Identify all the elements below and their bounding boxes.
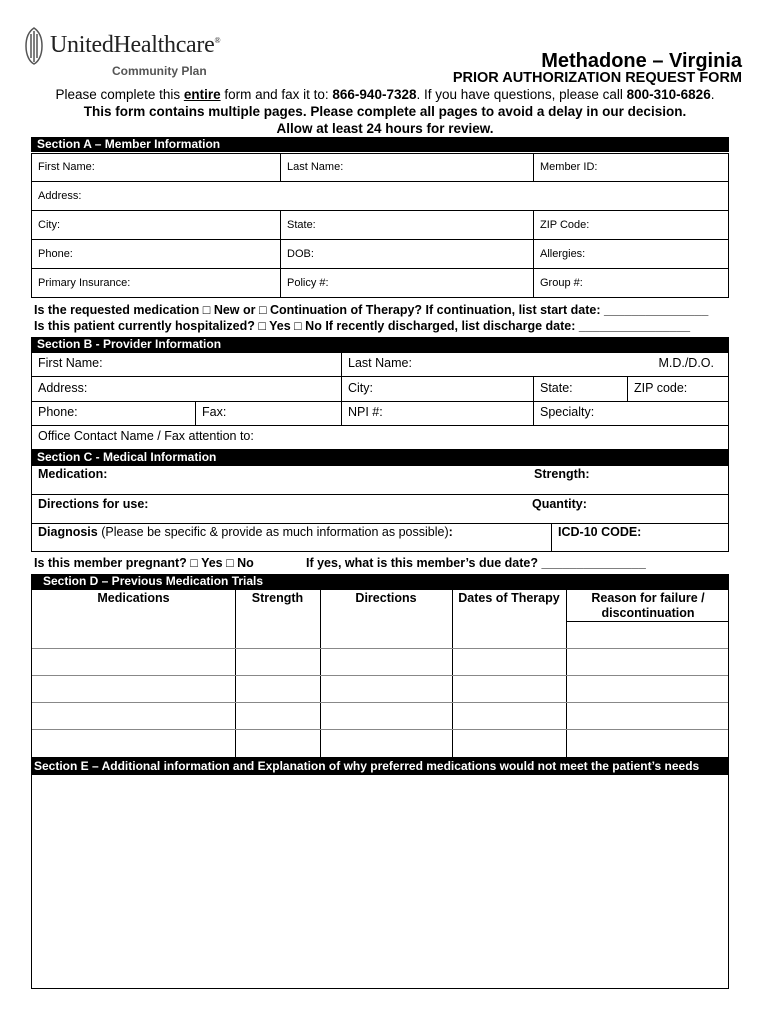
brand-subtitle: Community Plan	[112, 64, 207, 78]
provider-state-field[interactable]: State:	[533, 376, 628, 402]
pregnant-question[interactable]: Is this member pregnant? □ Yes □ No	[34, 556, 254, 570]
column-divider	[452, 590, 453, 758]
section-b-header: Section B - Provider Information	[31, 337, 729, 352]
primary-insurance-field[interactable]: Primary Insurance:	[31, 268, 281, 298]
row-divider	[32, 675, 728, 676]
member-last-name-field[interactable]: Last Name:	[280, 153, 534, 182]
section-d-header: Section D – Previous Medication Trials	[31, 574, 729, 589]
column-header-medications: Medications	[97, 591, 170, 605]
strength-label: Strength:	[534, 467, 590, 481]
provider-last-name-field[interactable]: Last Name: M.D./D.O.	[341, 352, 729, 377]
multiple-pages-notice: This form contains multiple pages. Please complete all pages to avoid a delay in our decision.	[83, 104, 687, 119]
member-id-field[interactable]: Member ID:	[533, 153, 729, 182]
provider-first-name-field[interactable]: First Name:	[31, 352, 342, 377]
diagnosis-field[interactable]: Diagnosis (Please be specific & provide as much information as possible):	[31, 523, 552, 552]
form-title: Methadone – Virginia	[541, 50, 742, 72]
section-a-header: Section A – Member Information	[31, 137, 729, 152]
md-do-label: M.D./D.O.	[658, 356, 714, 370]
column-header-dates: Dates of Therapy	[458, 591, 560, 605]
member-allergies-field[interactable]: Allergies:	[533, 239, 729, 269]
member-zip-field[interactable]: ZIP Code:	[533, 210, 729, 240]
hospitalized-question[interactable]: Is this patient currently hospitalized? □ Yes □ No If recently discharged, list discharge date: ________________	[34, 319, 691, 333]
section-e-header: Section E – Additional information and Explanation of why preferred medications would not meet the patient’s needs	[31, 758, 729, 775]
provider-zip-field[interactable]: ZIP code:	[627, 376, 729, 402]
additional-information-area[interactable]	[31, 775, 729, 989]
medication-status-question[interactable]: Is the requested medication □ New or □ Continuation of Therapy? If continuation, list start date: _______________	[34, 303, 709, 317]
row-divider	[32, 702, 728, 703]
row-divider	[32, 648, 728, 649]
column-divider	[320, 590, 321, 758]
member-dob-field[interactable]: DOB:	[280, 239, 534, 269]
section-c-header: Section C - Medical Information	[31, 450, 729, 465]
column-divider	[566, 590, 567, 758]
brand-name: UnitedHealthcare®	[50, 32, 221, 58]
provider-city-field[interactable]: City:	[341, 376, 534, 402]
form-subtitle: PRIOR AUTHORIZATION REQUEST FORM	[452, 70, 742, 86]
instructions-line: Please complete this entire form and fax it to: 866-940-7328. If you have questions, please call 800-310-6826.	[55, 87, 715, 102]
member-city-field[interactable]: City:	[31, 210, 281, 240]
member-phone-field[interactable]: Phone:	[31, 239, 281, 269]
office-contact-field[interactable]: Office Contact Name / Fax attention to:	[31, 425, 729, 450]
medication-trials-table	[31, 589, 729, 758]
member-address-field[interactable]: Address:	[31, 181, 729, 211]
column-header-reason: Reason for failure / discontinuation	[591, 591, 705, 620]
quantity-label: Quantity:	[532, 497, 587, 511]
provider-phone-field[interactable]: Phone:	[31, 401, 196, 426]
npi-field[interactable]: NPI #:	[341, 401, 534, 426]
provider-fax-field[interactable]: Fax:	[195, 401, 342, 426]
member-state-field[interactable]: State:	[280, 210, 534, 240]
review-time-notice: Allow at least 24 hours for review.	[276, 121, 494, 136]
policy-number-field[interactable]: Policy #:	[280, 268, 534, 298]
specialty-field[interactable]: Specialty:	[533, 401, 729, 426]
row-divider	[32, 729, 728, 730]
shield-logo-icon	[24, 26, 44, 66]
directions-field[interactable]: Directions for use: Quantity:	[31, 494, 729, 524]
group-number-field[interactable]: Group #:	[533, 268, 729, 298]
column-header-strength: Strength	[251, 591, 304, 605]
row-divider	[566, 621, 729, 622]
medication-field[interactable]: Medication: Strength:	[31, 465, 729, 495]
provider-address-field[interactable]: Address:	[31, 376, 342, 402]
column-divider	[235, 590, 236, 758]
member-first-name-field[interactable]: First Name:	[31, 153, 281, 182]
due-date-question[interactable]: If yes, what is this member’s due date? _______________	[306, 556, 646, 570]
icd10-field[interactable]: ICD-10 CODE:	[551, 523, 729, 552]
column-header-directions: Directions	[355, 591, 417, 605]
